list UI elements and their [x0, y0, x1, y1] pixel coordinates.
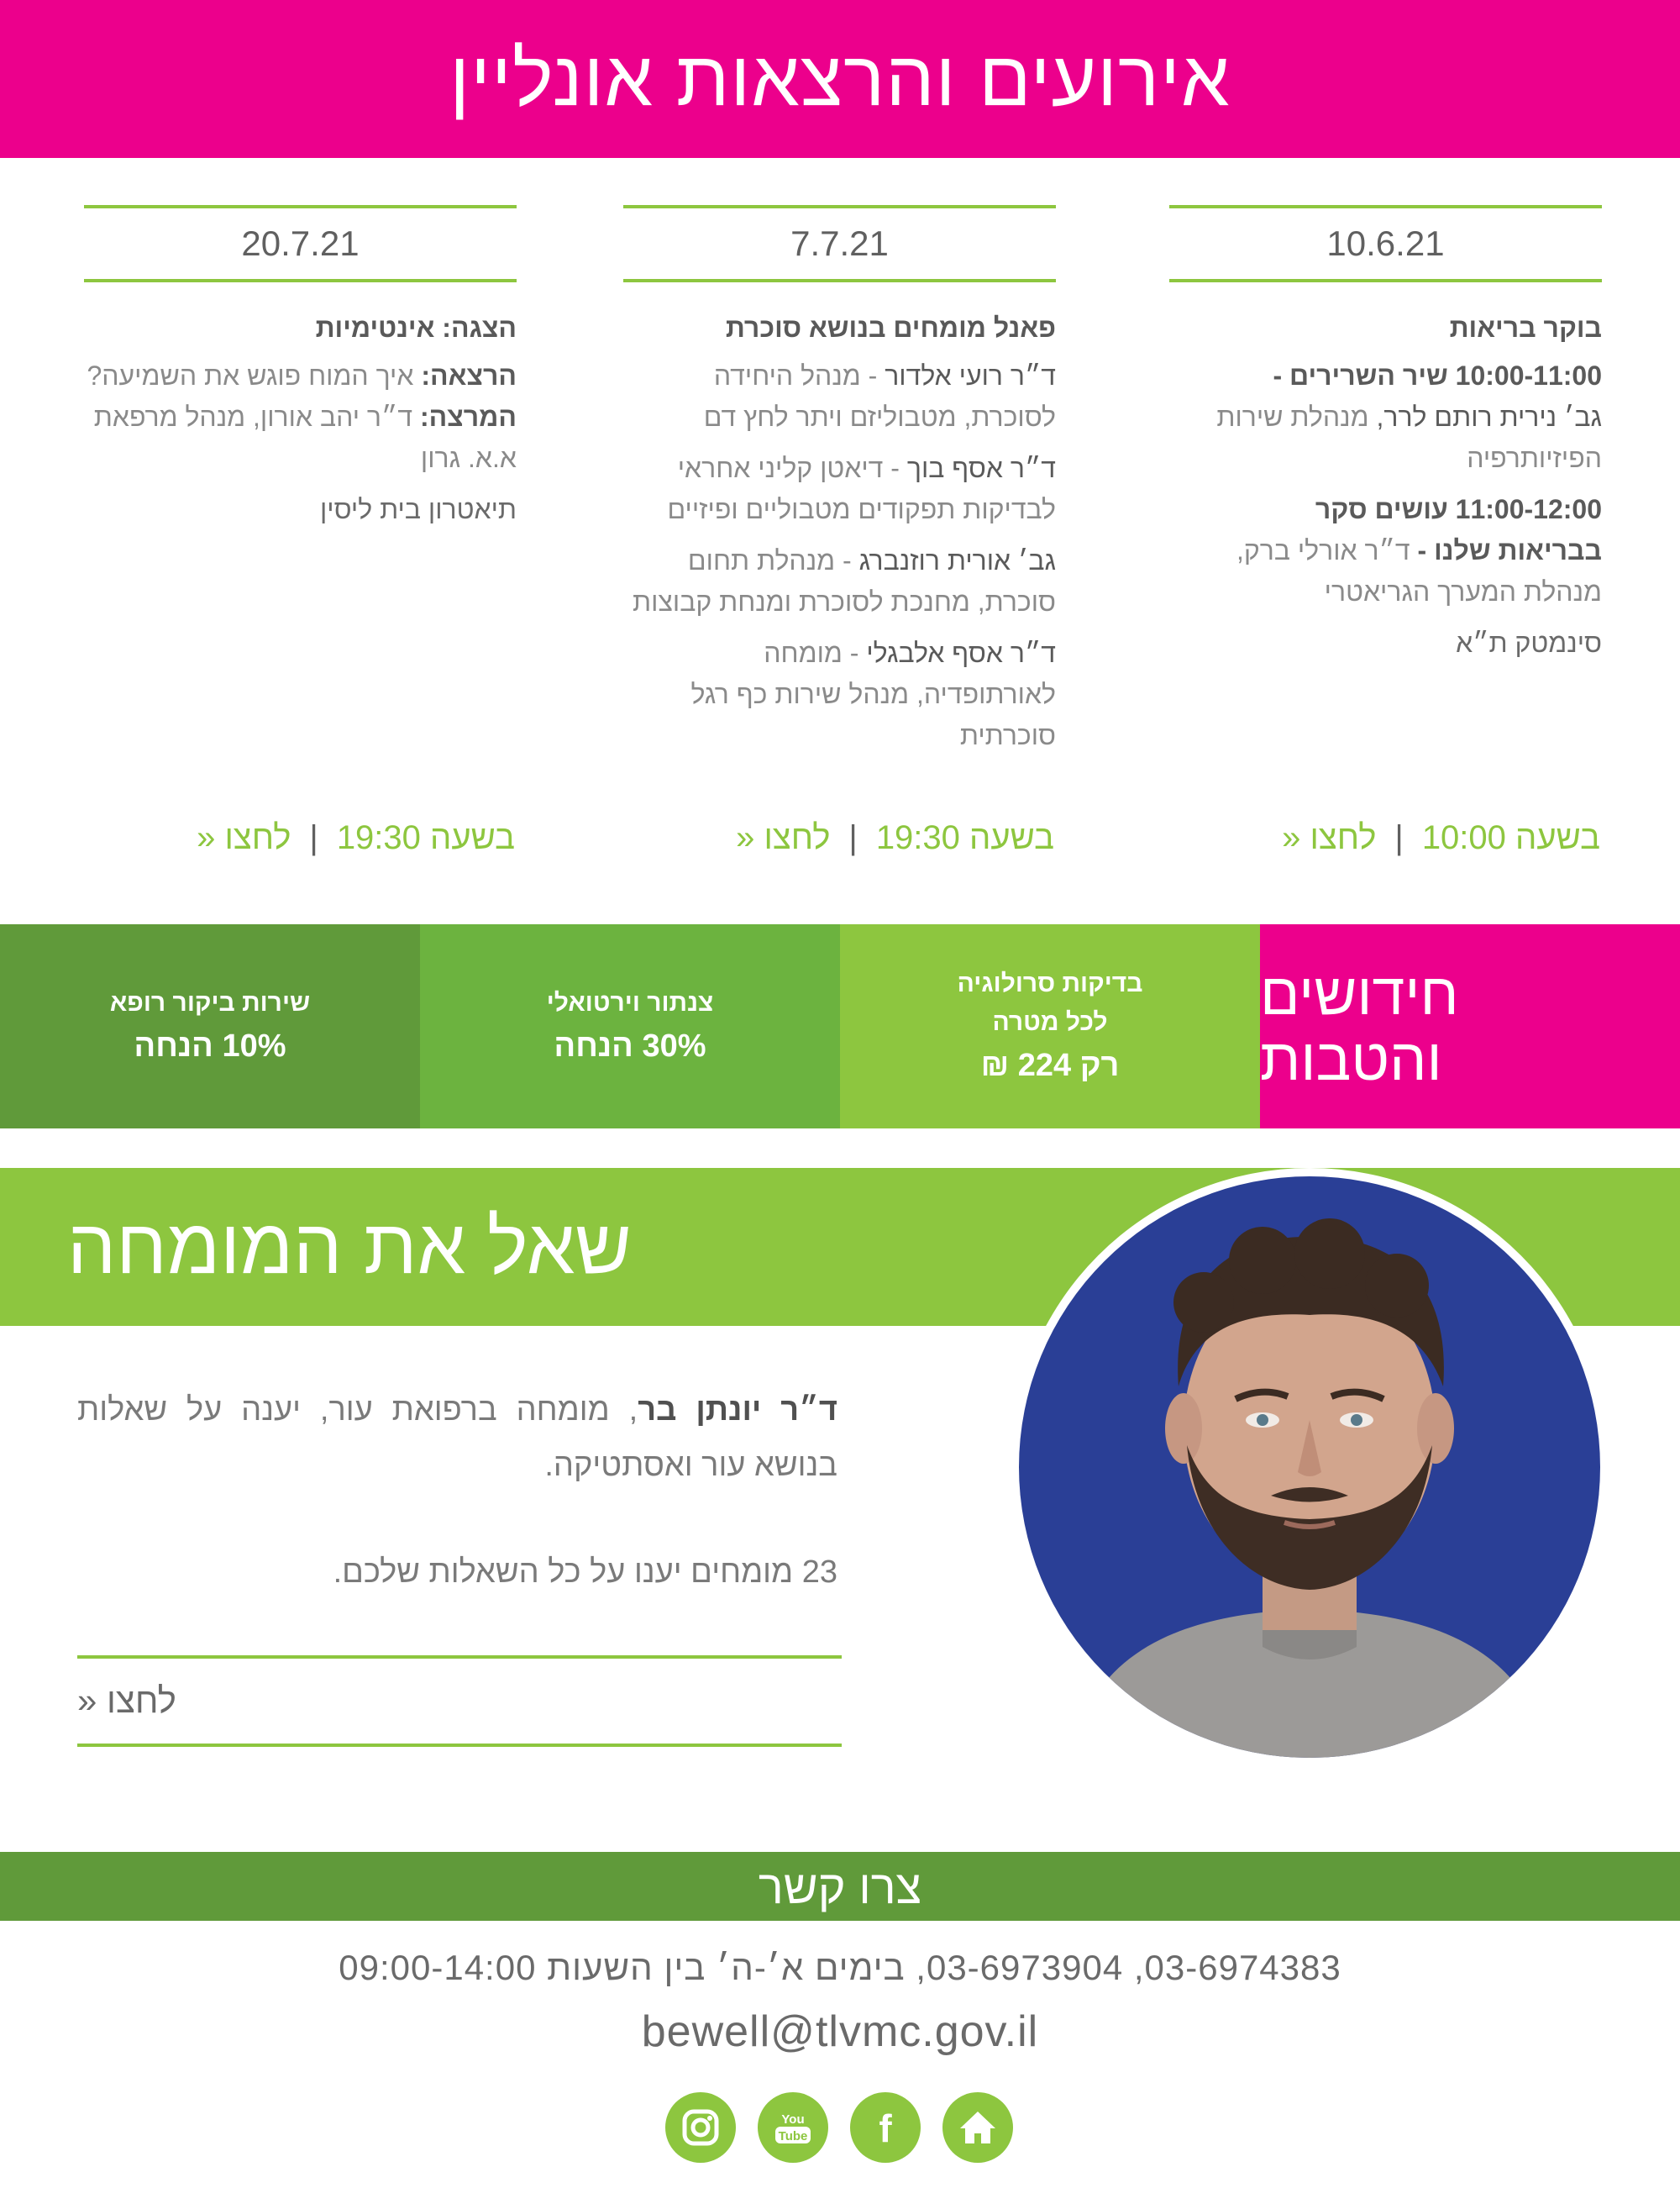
- expert-desc: , מומחה ברפואת עור, יענה על שאלות בנושא עור ואסתטיקה.: [77, 1392, 837, 1483]
- expert-photo: [1019, 1176, 1600, 1758]
- event-time-row-1: [1282, 819, 1600, 857]
- event-click-button[interactable]: לחצו «: [1282, 819, 1377, 856]
- contact-header: [0, 1852, 1680, 1921]
- promo-heading-line: והטבות: [1260, 1026, 1442, 1092]
- youtube-text: You: [781, 2112, 805, 2127]
- expert-name: ד״ר יונתן בר: [638, 1392, 837, 1428]
- event-time: בשעה 19:30: [875, 819, 1054, 856]
- event-time: בשעה 10:00: [1421, 819, 1600, 856]
- event-column-3: [84, 205, 517, 525]
- event-click-button[interactable]: לחצו «: [736, 819, 831, 856]
- event-session: [1169, 355, 1602, 479]
- event-time: בשעה 19:30: [336, 819, 515, 856]
- offer-discount: 10% הנחה: [134, 1028, 286, 1064]
- promo-offer-doctor-visit[interactable]: [0, 924, 420, 1128]
- page-header: [0, 0, 1680, 158]
- event-venue: תיאטרון בית ליסין: [319, 494, 517, 524]
- event-title: [84, 313, 517, 344]
- session-time: 10:00-11:00 שיר השרירים -: [1273, 360, 1602, 391]
- event-title: פאנל מומחים בנושא סוכרת: [725, 313, 1056, 343]
- lecture-value: איך המוח פוגש את השמיעה?: [87, 360, 422, 391]
- expert-description: [77, 1382, 837, 1493]
- session-topic: בבריאות שלנו -: [1417, 535, 1602, 565]
- event-date: 7.7.21: [623, 205, 1056, 282]
- panel-member-name: גב׳ אורית רוזנברג: [858, 545, 1056, 576]
- promo-heading: [1260, 924, 1680, 1128]
- contact-title: צרו קשר: [758, 1859, 922, 1913]
- panel-member-role: - מנהלת תחום סוכרת, מחנכת לסוכרת ומנחת קבוצות: [633, 545, 1056, 617]
- session-speaker: גב׳ נירית רותם לרר,: [1376, 402, 1602, 432]
- session-role: מנהלת שירות הפיזיותרפיה: [1216, 402, 1602, 473]
- panel-member-role: - מומחה לאורתופדיה, מנהל שירות כף רגל סוכרתית: [690, 638, 1056, 750]
- youtube-icon[interactable]: [758, 2092, 828, 2163]
- facebook-icon[interactable]: [850, 2092, 921, 2163]
- expert-click-button[interactable]: לחצו «: [77, 1680, 176, 1720]
- session-time: 11:00-12:00 עושים סקר: [1315, 494, 1602, 524]
- offer-line: צנתור וירטואלי: [546, 988, 714, 1017]
- panel-member: [623, 540, 1056, 623]
- divider: [77, 1655, 842, 1659]
- show-value: אינטימיות: [315, 313, 443, 343]
- event-lecture: [84, 355, 517, 479]
- panel-member: [623, 355, 1056, 438]
- offer-line: לכל מטרה: [992, 1007, 1108, 1036]
- event-date: 10.6.21: [1169, 205, 1602, 282]
- panel-member-name: ד״ר רועי אלדור: [885, 360, 1056, 391]
- offer-price: רק 224 ₪: [980, 1047, 1120, 1083]
- youtube-text: Tube: [778, 2129, 808, 2143]
- facebook-letter: f: [879, 2106, 892, 2149]
- separator: |: [1394, 819, 1404, 856]
- session-role: ד״ר אורלי ברק, מנהלת המערך הגריאטרי: [1236, 535, 1602, 607]
- event-time-row-2: [736, 819, 1054, 857]
- expert-subtext: 23 מומחים יענו על כל השאלות שלכם.: [333, 1554, 837, 1590]
- home-icon[interactable]: [942, 2092, 1013, 2163]
- panel-member: [623, 448, 1056, 530]
- contact-phones: 03-6974383, 03-6973904, בימים א׳-ה׳ בין השעות 09:00-14:00: [339, 1948, 1341, 1987]
- event-click-button[interactable]: לחצו «: [197, 819, 291, 856]
- event-column-2: [623, 205, 1056, 766]
- panel-member-role: - מנהל היחידה לסוכרת, מטבוליזם ויתר לחץ דם: [703, 360, 1056, 432]
- expert-title: שאל את המומחה: [67, 1203, 632, 1290]
- contact-email[interactable]: bewell@tlvmc.gov.il: [641, 2007, 1039, 2056]
- offer-discount: 30% הנחה: [554, 1028, 706, 1064]
- event-time-row-3: [197, 819, 515, 857]
- promo-heading-line: חידושים: [1260, 960, 1459, 1027]
- instagram-icon[interactable]: [665, 2092, 736, 2163]
- panel-member-role: - דיאטן קליני אחראי לבדיקות תפקודים מטבוליים ופיזיים: [667, 453, 1056, 524]
- event-venue: סינמטק ת״א: [1456, 628, 1602, 658]
- panel-member-name: ד״ר אסף אלבגלי: [866, 638, 1056, 668]
- separator: |: [309, 819, 318, 856]
- event-title: בוקר בריאות: [1449, 313, 1602, 343]
- speaker-label: המרצה:: [419, 402, 517, 432]
- page-title: אירועים והרצאות אונליין: [449, 35, 1231, 122]
- separator: |: [848, 819, 858, 856]
- event-session: [1169, 489, 1602, 613]
- panel-member-name: ד״ר אסף בוך: [906, 453, 1056, 483]
- promo-offer-catheterization[interactable]: [420, 924, 840, 1128]
- event-column-1: [1169, 205, 1602, 659]
- offer-line: בדיקות סרולוגיה: [957, 969, 1143, 997]
- promo-offer-serology[interactable]: [840, 924, 1260, 1128]
- event-date: 20.7.21: [84, 205, 517, 282]
- speaker-value: ד״ר יהב אורון, מנהל מרפאת א.א. גרון: [93, 402, 517, 473]
- offer-line: שירות ביקור רופא: [109, 988, 311, 1017]
- show-label: הצגה:: [442, 313, 517, 343]
- panel-member: [623, 633, 1056, 756]
- divider: [77, 1744, 842, 1747]
- lecture-label: הרצאה:: [421, 360, 517, 391]
